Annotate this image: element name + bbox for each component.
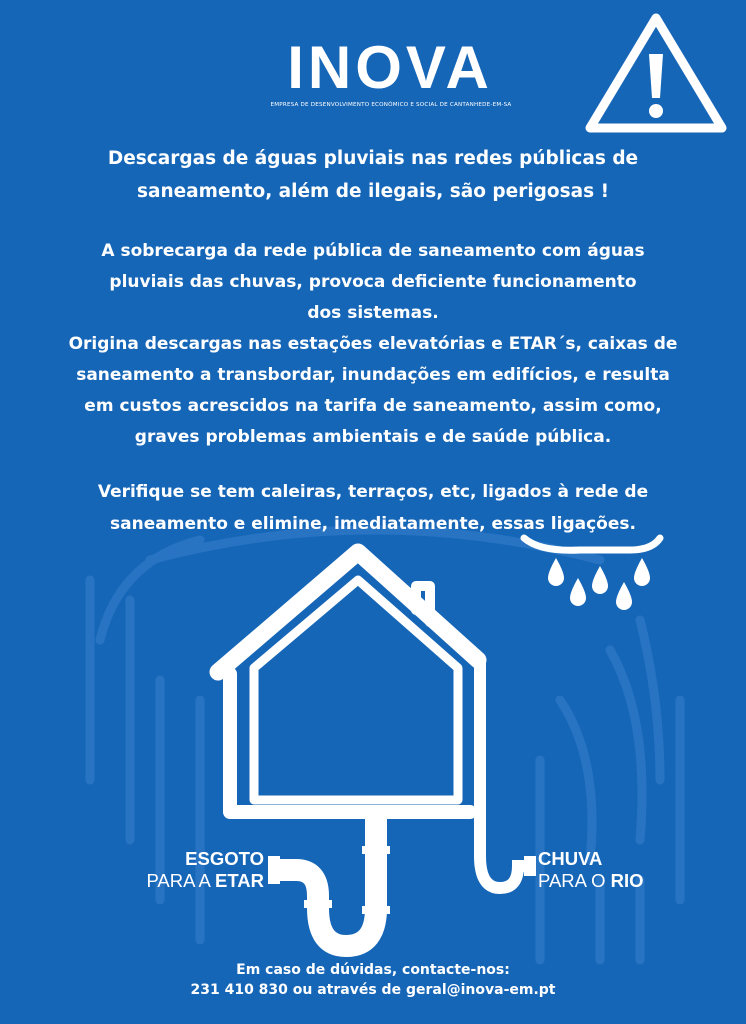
sewer-label-title: ESGOTO: [185, 848, 264, 869]
body-line: Origina descargas nas estações elevatórias e ETAR´s, caixas de: [68, 334, 678, 354]
body-paragraph: [40, 236, 706, 453]
sewer-pipe-icon: [268, 812, 390, 946]
body-line: em custos acrescidos na tarifa de saneamento, assim como,: [84, 396, 662, 416]
house-icon: [218, 552, 478, 812]
warning-icon: [584, 10, 728, 136]
rain-label-title: CHUVA: [538, 848, 603, 869]
inova-logo: [250, 36, 530, 116]
rain-label-prefix: PARA O: [538, 870, 611, 891]
rain-label-highlight: RIO: [610, 870, 644, 891]
contact-footer: [40, 960, 706, 1000]
logo-wordmark: INOVA: [287, 36, 493, 98]
contact-line-2: 231 410 830 ou através de geral@inova-em.pt: [190, 982, 556, 998]
body-line: graves problemas ambientais e de saúde pública.: [134, 427, 612, 447]
rain-label: [538, 848, 698, 892]
headline: [40, 142, 706, 208]
drainage-illustration: [0, 530, 746, 970]
cta-line: saneamento e elimine, imediatamente, essas ligações.: [110, 514, 636, 534]
body-line: pluviais das chuvas, provoca deficiente funcionamento: [109, 272, 637, 292]
body-line: dos sistemas.: [307, 303, 439, 323]
rain-cloud-icon: [524, 538, 660, 610]
cta-line: Verifique se tem caleiras, terraços, etc, ligados à rede de: [97, 482, 649, 502]
sewer-label: [100, 848, 264, 892]
rain-pipe-icon: [480, 662, 536, 888]
inova-logo-mark: [250, 36, 530, 98]
headline-line: Descargas de águas pluviais nas redes públicas de: [107, 148, 639, 169]
sewer-label-highlight: ETAR: [215, 870, 264, 891]
body-line: saneamento a transbordar, inundações em edifícios, e resulta: [76, 365, 670, 385]
logo-tagline: EMPRESA DE DESENVOLVIMENTO ECONÓMICO E SOCIAL DE CANTANHEDE-EM-SA: [270, 102, 512, 108]
body-line: A sobrecarga da rede pública de saneamento com águas: [101, 241, 645, 261]
headline-line: saneamento, além de ilegais, são perigosas !: [136, 181, 610, 202]
contact-line-1: Em caso de dúvidas, contacte-nos:: [236, 962, 510, 978]
sewer-label-prefix: PARA A: [146, 870, 215, 891]
